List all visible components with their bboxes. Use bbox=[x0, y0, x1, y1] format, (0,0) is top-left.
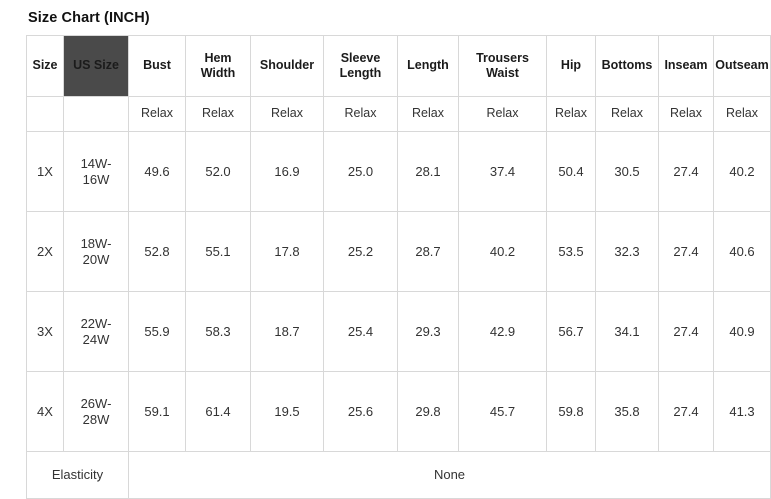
row-trousers-waist: 40.2 bbox=[459, 212, 547, 292]
fit-bust: Relax bbox=[129, 97, 186, 132]
row-hem-width: 61.4 bbox=[186, 372, 251, 452]
fit-hip: Relax bbox=[547, 97, 596, 132]
header-length: Length bbox=[398, 36, 459, 97]
row-outseam: 41.3 bbox=[714, 372, 771, 452]
table-row bbox=[27, 212, 771, 292]
header-hem-width-line2: Width bbox=[200, 66, 236, 80]
row-inseam: 27.4 bbox=[659, 292, 714, 372]
row-bottoms: 34.1 bbox=[596, 292, 659, 372]
table-row bbox=[27, 132, 771, 212]
row-outseam: 40.9 bbox=[714, 292, 771, 372]
row-us-size-line2: 20W bbox=[82, 251, 110, 267]
row-us-size bbox=[64, 212, 129, 292]
row-size: 3X bbox=[27, 292, 64, 372]
row-us-size-line2: 28W bbox=[82, 411, 110, 427]
row-bust: 55.9 bbox=[129, 292, 186, 372]
header-bottoms: Bottoms bbox=[596, 36, 659, 97]
row-hem-width: 52.0 bbox=[186, 132, 251, 212]
header-bust: Bust bbox=[129, 36, 186, 97]
row-size: 4X bbox=[27, 372, 64, 452]
row-hem-width: 58.3 bbox=[186, 292, 251, 372]
row-us-size bbox=[64, 292, 129, 372]
row-shoulder: 17.8 bbox=[251, 212, 324, 292]
header-hip: Hip bbox=[547, 36, 596, 97]
header-sleeve-length-line1: Sleeve bbox=[340, 50, 381, 65]
fit-type-row bbox=[27, 97, 771, 132]
fit-bottoms: Relax bbox=[596, 97, 659, 132]
row-us-size-line1: 14W- bbox=[80, 155, 112, 171]
row-shoulder: 16.9 bbox=[251, 132, 324, 212]
table-row bbox=[27, 372, 771, 452]
row-bust: 52.8 bbox=[129, 212, 186, 292]
row-us-size bbox=[64, 372, 129, 452]
row-sleeve-length: 25.2 bbox=[324, 212, 398, 292]
fit-length: Relax bbox=[398, 97, 459, 132]
header-us-size: US Size bbox=[64, 36, 129, 97]
row-length: 29.8 bbox=[398, 372, 459, 452]
row-sleeve-length: 25.4 bbox=[324, 292, 398, 372]
fit-spacer-size bbox=[27, 97, 64, 132]
row-trousers-waist: 42.9 bbox=[459, 292, 547, 372]
size-chart-table bbox=[26, 35, 771, 499]
row-hem-width: 55.1 bbox=[186, 212, 251, 292]
row-length: 28.1 bbox=[398, 132, 459, 212]
row-bottoms: 32.3 bbox=[596, 212, 659, 292]
header-sleeve-length-line2: Length bbox=[339, 66, 382, 80]
row-bust: 49.6 bbox=[129, 132, 186, 212]
row-us-size-line2: 16W bbox=[82, 171, 110, 187]
header-shoulder: Shoulder bbox=[251, 36, 324, 97]
row-inseam: 27.4 bbox=[659, 372, 714, 452]
row-size: 1X bbox=[27, 132, 64, 212]
header-size: Size bbox=[27, 36, 64, 97]
row-hip: 56.7 bbox=[547, 292, 596, 372]
row-shoulder: 19.5 bbox=[251, 372, 324, 452]
row-inseam: 27.4 bbox=[659, 132, 714, 212]
header-hem-width-line1: Hem bbox=[204, 50, 232, 65]
row-outseam: 40.6 bbox=[714, 212, 771, 292]
fit-inseam: Relax bbox=[659, 97, 714, 132]
header-outseam: Outseam bbox=[714, 36, 771, 97]
row-hip: 50.4 bbox=[547, 132, 596, 212]
elasticity-row bbox=[27, 452, 771, 499]
row-trousers-waist: 45.7 bbox=[459, 372, 547, 452]
row-sleeve-length: 25.0 bbox=[324, 132, 398, 212]
row-inseam: 27.4 bbox=[659, 212, 714, 292]
header-hem-width bbox=[186, 36, 251, 97]
fit-shoulder: Relax bbox=[251, 97, 324, 132]
fit-outseam: Relax bbox=[714, 97, 771, 132]
header-trousers-waist-line1: Trousers bbox=[476, 50, 529, 65]
table-header-row bbox=[27, 36, 771, 97]
fit-spacer-us-size bbox=[64, 97, 129, 132]
row-hip: 59.8 bbox=[547, 372, 596, 452]
fit-hem-width: Relax bbox=[186, 97, 251, 132]
page-title: Size Chart (INCH) bbox=[28, 10, 150, 26]
row-trousers-waist: 37.4 bbox=[459, 132, 547, 212]
elasticity-value: None bbox=[129, 452, 771, 499]
row-size: 2X bbox=[27, 212, 64, 292]
row-us-size-line2: 24W bbox=[82, 331, 110, 347]
header-sleeve-length bbox=[324, 36, 398, 97]
row-shoulder: 18.7 bbox=[251, 292, 324, 372]
row-bottoms: 30.5 bbox=[596, 132, 659, 212]
fit-trousers-waist: Relax bbox=[459, 97, 547, 132]
header-trousers-waist-line2: Waist bbox=[486, 66, 519, 80]
row-outseam: 40.2 bbox=[714, 132, 771, 212]
table-row bbox=[27, 292, 771, 372]
elasticity-label: Elasticity bbox=[27, 452, 129, 499]
row-us-size-line1: 22W- bbox=[80, 315, 112, 331]
header-trousers-waist bbox=[459, 36, 547, 97]
row-length: 29.3 bbox=[398, 292, 459, 372]
fit-sleeve-length: Relax bbox=[324, 97, 398, 132]
header-inseam: Inseam bbox=[659, 36, 714, 97]
row-us-size-line1: 18W- bbox=[80, 235, 112, 251]
row-length: 28.7 bbox=[398, 212, 459, 292]
row-bust: 59.1 bbox=[129, 372, 186, 452]
row-hip: 53.5 bbox=[547, 212, 596, 292]
row-us-size bbox=[64, 132, 129, 212]
row-us-size-line1: 26W- bbox=[80, 395, 112, 411]
row-sleeve-length: 25.6 bbox=[324, 372, 398, 452]
row-bottoms: 35.8 bbox=[596, 372, 659, 452]
